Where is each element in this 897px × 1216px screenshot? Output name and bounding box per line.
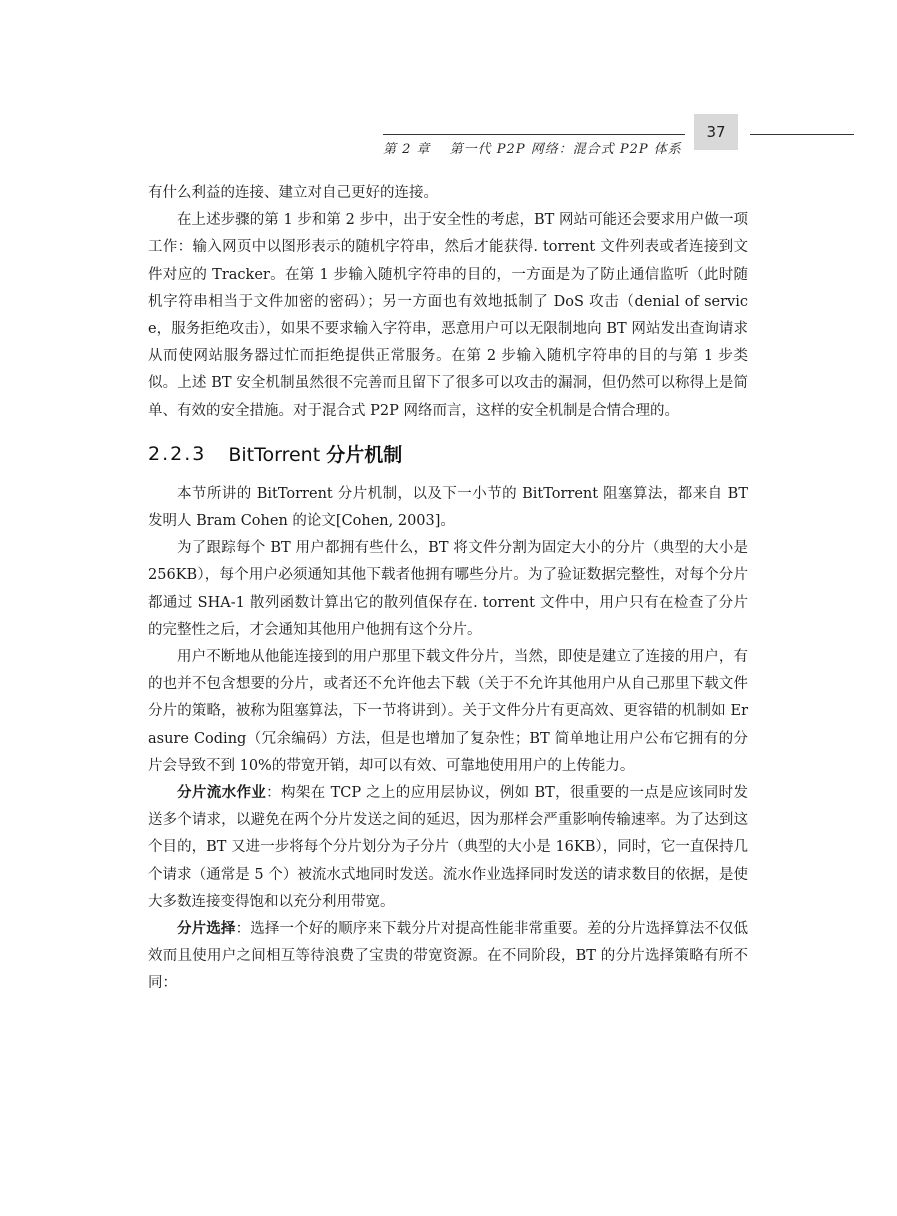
header-rule-left	[383, 134, 685, 135]
term-pipelining: 分片流水作业	[177, 785, 267, 802]
paragraph-pipelining	[148, 780, 748, 916]
paragraph-intro: 本节所讲的 BitTorrent 分片机制，以及下一小节的 BitTorrent 阻塞算法，都来自 BT 发明人 Bram Cohen 的论文[Cohen, 2003]。	[148, 485, 748, 530]
section-title-latin: BitTorrent	[228, 444, 321, 467]
section-number: 2.2.3	[148, 442, 207, 465]
page-number: 37	[706, 123, 726, 141]
paragraph-security: 在上述步骤的第 1 步和第 2 步中，出于安全性的考虑，BT 网站可能还会要求用户做一项工作：输入网页中以图形表示的随机字符串，然后才能获得. torrent 文件列表或者连接到文件对应的 Tracker。在第 1 步输入随机字符串的目的，一方面是为了防止通信监听（此时随机字符串相当于文件加密的密码）；另一方面也有效地抵制了 DoS 攻击（denial of service，服务拒绝攻击），如果不要求输入字符串，恶意用户可以无限制地向 BT 网站发出查询请求从而使网站服务器过忙而拒绝提供正常服务。在第 2 步输入随机字符串的目的与第 1 步类似。上述 BT 安全机制虽然很不完善而且留下了很多可以攻击的漏洞，但仍然可以称得上是简单、有效的安全措施。对于混合式 P2P 网络而言，这样的安全机制是合情合理的。	[148, 212, 748, 419]
section-heading	[148, 435, 748, 473]
paragraph-piece-tracking: 为了跟踪每个 BT 用户都拥有些什么，BT 将文件分割为固定大小的分片（典型的大小是 256KB），每个用户必须通知其他下载者他拥有哪些分片。为了验证数据完整性，对每个分片都通过 SHA-1 散列函数计算出它的散列值保存在. torrent 文件中，用户只有在检查了分片的完整性之后，才会通知其他用户他拥有这个分片。	[148, 540, 748, 638]
pipelining-text: ：构架在 TCP 之上的应用层协议，例如 BT，很重要的一点是应该同时发送多个请求，以避免在两个分片发送之间的延迟，因为那样会严重影响传输速率。为了达到这个目的，BT 又进一步将每个分片划分为子分片（典型的大小是 16KB），同时，它一直保持几个请求（通常是 5 个）被流水式地同时发送。流水作业选择同时发送的请求数目的依据，是使大多数连接变得饱和以充分利用带宽。	[148, 785, 748, 910]
section-title	[228, 440, 402, 467]
piece-selection-text: ：选择一个好的顺序来下载分片对提高性能非常重要。差的分片选择算法不仅低效而且使用户之间相互等待浪费了宝贵的带宽资源。在不同阶段，BT 的分片选择策略有所不同：	[148, 921, 749, 992]
running-head: 第 2 章 第一代 P2P 网络：混合式 P2P 体系	[383, 142, 682, 157]
paragraph-piece-selection	[148, 916, 748, 998]
paragraph-piece-download: 用户不断地从他能连接到的用户那里下载文件分片，当然，即使是建立了连接的用户，有的也并不包含想要的分片，或者还不允许他去下载（关于不允许其他用户从自己那里下载文件分片的策略，被称为阻塞算法，下一节将讲到）。关于文件分片有更高效、更容错的机制如 Erasure Coding（冗余编码）方法，但是也增加了复杂性；BT 简单地让用户公布它拥有的分片会导致不到 10%的带宽开销，却可以有效、可靠地使用用户的上传能力。	[148, 649, 748, 774]
page-header	[0, 0, 897, 160]
term-piece-selection: 分片选择	[177, 921, 236, 938]
body-text	[148, 180, 748, 998]
section-title-cjk: 分片机制	[326, 444, 403, 467]
header-rule-right	[750, 134, 854, 135]
page-number-box	[694, 114, 738, 150]
paragraph-continuation: 有什么利益的连接、建立对自己更好的连接。	[148, 185, 438, 201]
